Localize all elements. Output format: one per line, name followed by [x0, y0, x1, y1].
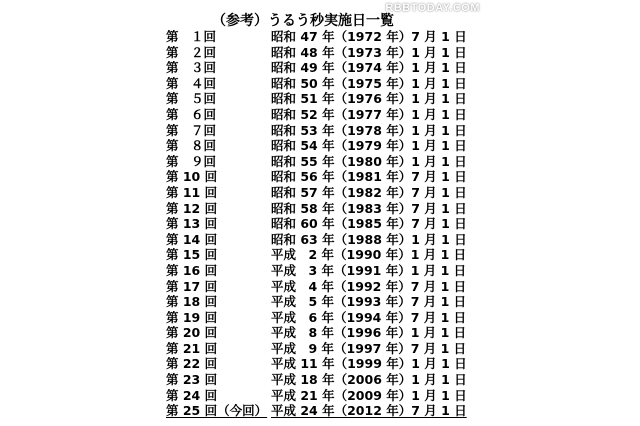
list-item-number: 第 11 回: [166, 184, 218, 200]
list-item: [166, 372, 466, 388]
list-item-date: 昭和 55 年（1980 年）1 月 1 日: [271, 153, 467, 169]
list-item-date: 昭和 63 年（1988 年）1 月 1 日: [271, 231, 467, 247]
list-item: [166, 247, 466, 263]
list-item-date: 平成 2 年（1990 年）1 月 1 日: [271, 247, 467, 263]
list-item: [166, 310, 466, 326]
list-item-date: 昭和 56 年（1981 年）7 月 1 日: [271, 169, 467, 185]
list-item-date: 平成 6 年（1994 年）7 月 1 日: [271, 309, 467, 325]
list-item-date: 昭和 53 年（1978 年）1 月 1 日: [271, 122, 467, 138]
watermark: RBBTODAY.COM: [385, 2, 480, 14]
leap-second-list: [166, 29, 466, 419]
list-item-number: 第 13 回: [166, 216, 218, 232]
list-item-number: 第 16 回: [166, 262, 218, 278]
list-item: [166, 123, 466, 139]
list-item: [166, 294, 466, 310]
list-item: [166, 91, 466, 107]
list-item: [166, 279, 466, 295]
list-item-number: 第 １回: [166, 29, 217, 44]
list-item: [166, 263, 466, 279]
list-item-date: 平成 18 年（2006 年）1 月 1 日: [271, 372, 467, 388]
list-item-number: 第 23 回: [166, 372, 218, 388]
list-item-date: 昭和 57 年（1982 年）7 月 1 日: [271, 184, 467, 200]
list-item: [166, 138, 466, 154]
list-item-number: 第 ５回: [166, 91, 217, 107]
list-item: [166, 107, 466, 123]
document-title: （参考）うるう秒実施日一覧: [212, 13, 394, 29]
list-item-date: 昭和 48 年（1973 年）1 月 1 日: [271, 44, 467, 60]
list-item: [166, 341, 466, 357]
list-item-date: 平成 5 年（1993 年）7 月 1 日: [271, 294, 467, 310]
list-item-number: 第 ９回: [166, 153, 217, 169]
list-item-number: 第 ３回: [166, 60, 217, 76]
list-item: [166, 60, 466, 76]
list-item: [166, 154, 466, 170]
list-item-date: 平成 11 年（1999 年）1 月 1 日: [271, 356, 467, 372]
list-item-number: 第 17 回: [166, 278, 218, 294]
list-item-date: 昭和 47 年（1972 年）7 月 1 日: [271, 29, 467, 44]
list-item-number: 第 ７回: [166, 122, 217, 138]
list-item-date: 昭和 54 年（1979 年）1 月 1 日: [271, 138, 467, 154]
list-item-date: 平成 8 年（1996 年）1 月 1 日: [271, 325, 467, 341]
list-item-number: 第 10 回: [166, 169, 218, 185]
list-item-date: 平成 21 年（2009 年）1 月 1 日: [271, 387, 467, 403]
list-item-number: 第 18 回: [166, 294, 218, 310]
list-item-date: 昭和 58 年（1983 年）7 月 1 日: [271, 200, 467, 216]
list-item-date: 昭和 52 年（1977 年）1 月 1 日: [271, 106, 467, 122]
list-item: [166, 169, 466, 185]
list-item-date: 平成 24 年（2012 年）7 月 1 日: [271, 403, 467, 419]
list-item-number: 第 20 回: [166, 325, 218, 341]
list-item: [166, 185, 466, 201]
list-item-date: 昭和 51 年（1976 年）1 月 1 日: [271, 91, 467, 107]
list-item: [166, 216, 466, 232]
list-item: [166, 388, 466, 404]
list-item-number: 第 15 回: [166, 247, 218, 263]
list-item-date: 昭和 60 年（1985 年）7 月 1 日: [271, 216, 467, 232]
list-item: [166, 76, 466, 92]
list-item: [166, 45, 466, 61]
list-item: [166, 232, 466, 248]
list-item-date: 平成 4 年（1992 年）7 月 1 日: [271, 278, 467, 294]
list-item-number: 第 24 回: [166, 387, 218, 403]
list-item-number: 第 ２回: [166, 44, 217, 60]
list-item: [166, 356, 466, 372]
list-item: [166, 201, 466, 217]
list-item-number: 第 19 回: [166, 309, 218, 325]
list-item-date: 平成 3 年（1991 年）1 月 1 日: [271, 262, 467, 278]
list-item-number: 第 ６回: [166, 106, 217, 122]
list-item-date: 昭和 49 年（1974 年）1 月 1 日: [271, 60, 467, 76]
list-item-number: 第 14 回: [166, 231, 218, 247]
list-item-number: 第 21 回: [166, 340, 218, 356]
list-item-date: 昭和 50 年（1975 年）1 月 1 日: [271, 75, 467, 91]
list-item-number: 第 25 回（今回）: [166, 403, 268, 419]
list-item-date: 平成 9 年（1997 年）7 月 1 日: [271, 340, 467, 356]
list-item-number: 第 22 回: [166, 356, 218, 372]
list-item-number: 第 ４回: [166, 75, 217, 91]
list-item-current: [166, 403, 466, 419]
list-item-number: 第 12 回: [166, 200, 218, 216]
list-item: [166, 29, 466, 45]
list-item-number: 第 ８回: [166, 138, 217, 154]
list-item: [166, 325, 466, 341]
